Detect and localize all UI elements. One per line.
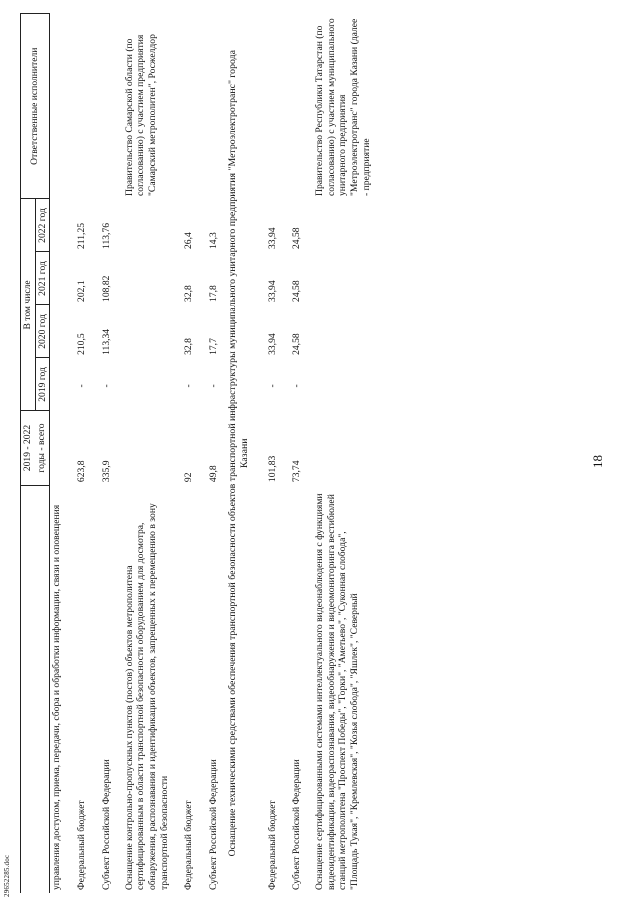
row-2021: 17,8 [208,285,220,302]
row-total: 623,8 [76,460,88,483]
row-total: 335,9 [100,460,112,483]
row-name: Субъект Российской Федерации [291,759,303,890]
row-responsible [279,14,304,199]
row-2020: 24,58 [291,333,303,355]
row-2020 [114,305,172,358]
row-2020: 210,5 [76,333,88,355]
table-row [64,14,89,894]
row-2019 [114,358,172,411]
document-code: 29652285.doc [3,854,11,897]
table-row [255,14,280,894]
header-name-blank [21,485,36,893]
row-responsible [50,14,64,199]
row-2021: 108,82 [100,275,112,302]
row-total: 49,8 [208,465,220,483]
row-2021 [114,252,172,305]
row-2020: 17,7 [208,338,220,355]
row-total [304,411,374,485]
row-2019: - [100,384,112,388]
row-2021: 32,8 [183,285,195,302]
table-row [221,14,255,894]
row-2021: 24,58 [291,280,303,302]
header-responsible: Ответственные исполнители [21,14,50,199]
row-responsible [255,14,280,199]
row-2020: 113,34 [100,328,112,355]
header-year-2020: 2020 год [35,305,50,358]
row-responsible [89,14,114,199]
row-responsible [171,14,196,199]
row-2019: - [291,384,303,388]
header-year-2021: 2021 год [35,252,50,305]
header-including: В том числе [21,199,36,411]
row-name: Субъект Российской Федерации [100,759,112,890]
row-2022 [114,199,172,252]
row-2022: 211,25 [76,222,88,249]
header-year-2019: 2019 год [35,358,50,411]
section-heading: Оснащение техническими средствами обеспечения транспортной безопасности объектов транспортной инфраструктуры муниципального унитарного предприятия "Метроэлектротранс" города Казани [226,50,250,857]
row-2022 [50,199,64,252]
row-2021 [304,252,374,305]
row-total: 92 [183,472,195,483]
row-name: Федеральный бюджет [183,800,195,890]
table-row [114,14,172,894]
row-total: 73,74 [291,460,303,483]
header-name-blank-2 [35,485,50,893]
row-2022: 14,3 [208,232,220,249]
header-year-2022: 2022 год [35,199,50,252]
row-total: 101,83 [266,455,278,483]
page-number: 18 [590,455,605,468]
row-2020: 32,8 [183,338,195,355]
row-2021 [50,252,64,305]
row-name: Федеральный бюджет [76,800,88,890]
row-2022 [304,199,374,252]
table-row [89,14,114,894]
row-2021: 202,1 [76,280,88,302]
row-2022: 113,76 [100,222,112,249]
row-name: Субъект Российской Федерации [208,759,220,890]
row-2020 [50,305,64,358]
row-2022: 33,94 [266,227,278,249]
row-2019: - [208,384,220,388]
table-row [50,14,64,894]
table-row [279,14,304,894]
table-row [171,14,196,894]
row-2020: 33,94 [266,333,278,355]
header-period-total-2: годы - всего [35,411,50,485]
row-2020 [304,305,374,358]
row-total [114,411,172,485]
table-row [196,14,221,894]
row-responsible: Правительство Самарской области (по согласованию) с участием предприятия "Самарский метрополитен", Росжелдор [123,34,158,196]
row-name: управления доступом, приема, передачи, сбора и обработки информации, связи и оповещения [51,504,63,890]
row-name: Федеральный бюджет [266,800,278,890]
row-total [50,411,64,485]
row-responsible [64,14,89,199]
row-2022: 26,4 [183,232,195,249]
row-2019: - [266,384,278,388]
row-2019: - [76,384,88,388]
row-responsible: Правительство Республики Татарстан (по согласованию) с участием муниципального унитарного предприятия "Метроэлектротранс" города Казани (далее - предприятие [314,18,372,196]
row-name: Оснащение сертифицированными системами интеллектуального видеонаблюдения с функциями видеоидентификации, видеораспознавания, видеообнаружения и видеомониторинга вестибюлей станций метрополитена "Проспект Победы", "Горки", "Аметьево", "Суконная слобода", "Площадь Тукая", "Кремлевская", "Козья слобода", "Яшлек", "Северный [314,493,361,890]
row-2019: - [183,384,195,388]
row-2019 [50,358,64,411]
budget-table [20,13,374,893]
row-2021: 33,94 [266,280,278,302]
row-name: Оснащение контрольно-пропускных пунктов (постов) объектов метрополитена сертифицированным в области транспортной безопасности оборудованием для досмотра, обнаружения, распознавания и идентификации объектов, запрещенных к перемещению в зону транспортной безопасности [123,503,170,890]
row-responsible [196,14,221,199]
row-2019 [304,358,374,411]
header-period-total: 2019 - 2022 [21,411,36,485]
table-row [304,14,374,894]
table-body [50,14,374,894]
row-2022: 24,58 [291,227,303,249]
